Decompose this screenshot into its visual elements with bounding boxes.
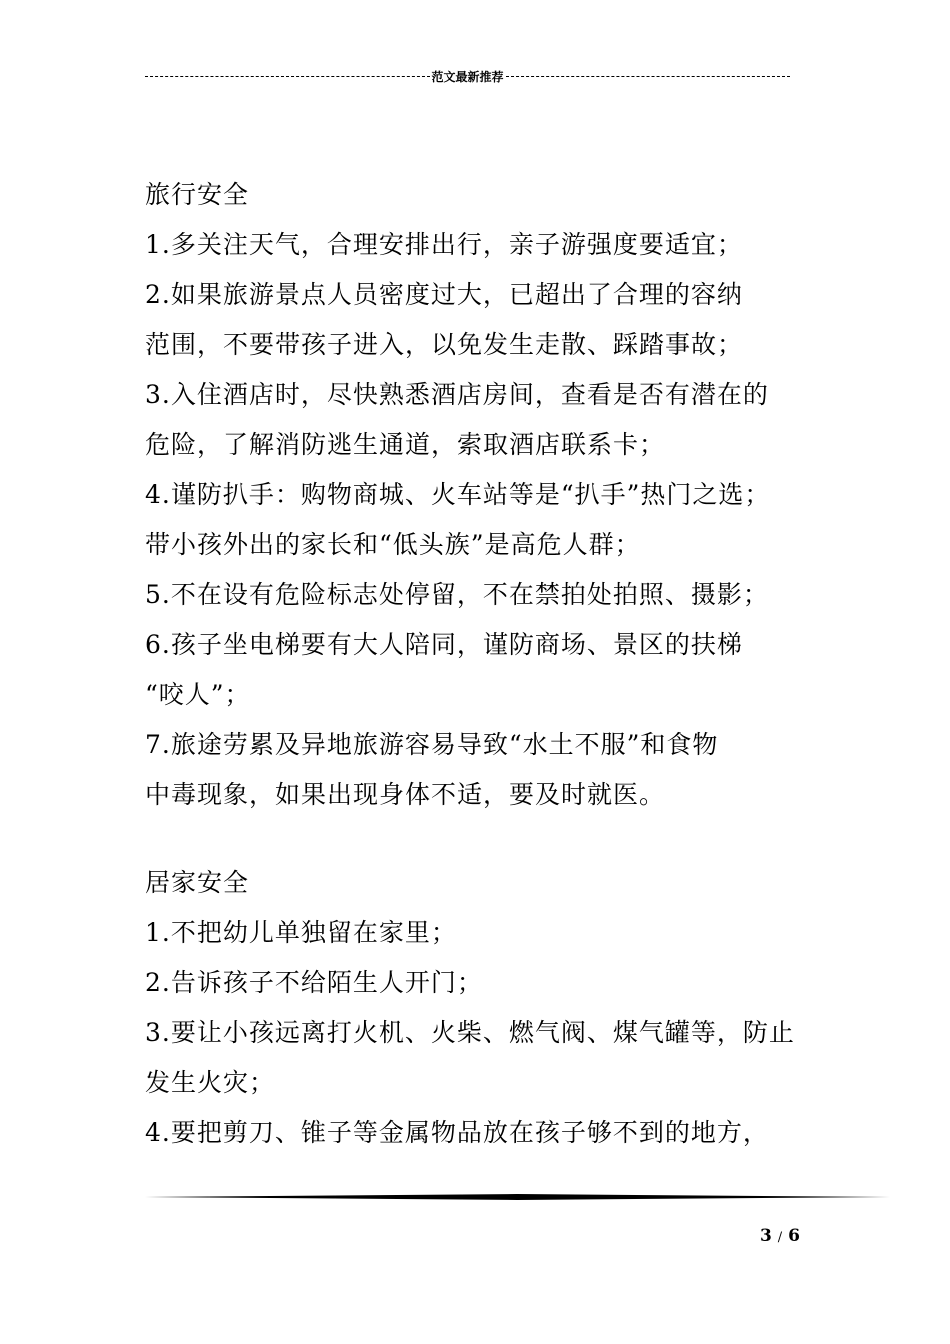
page-total: 6 <box>788 1226 800 1246</box>
document-body <box>145 170 835 1158</box>
page-separator: / <box>777 1230 783 1245</box>
paragraph-line: 5.不在设有危险标志处停留，不在禁拍处拍照、摄影； <box>145 580 769 609</box>
paragraph-line: 1.不把幼儿单独留在家里； <box>145 918 457 947</box>
section-heading: 旅行安全 <box>145 180 250 209</box>
paragraph-line: 1.多关注天气，合理安排出行，亲子游强度要适宜； <box>145 230 743 259</box>
paragraph-line: 危险，了解消防逃生通道，索取酒店联系卡； <box>145 430 666 459</box>
paragraph-line: 范围，不要带孩子进入，以免发生走散、踩踏事故； <box>145 330 744 359</box>
paragraph-line: 7.旅途劳累及异地旅游容易导致“水土不服”和食物 <box>145 730 719 759</box>
header-dash-left <box>145 76 430 77</box>
section-heading: 居家安全 <box>145 868 250 897</box>
page-number <box>760 1226 800 1246</box>
page-header <box>145 64 790 88</box>
paragraph-line: 3.入住酒店时，尽快熟悉酒店房间，查看是否有潜在的 <box>145 380 769 409</box>
paragraph-line: “咬人”； <box>145 680 251 709</box>
section-travel-safety <box>145 170 835 820</box>
page-current: 3 <box>760 1226 772 1246</box>
paragraph-line: 发生火灾； <box>145 1068 276 1097</box>
paragraph-line: 中毒现象，如果出现身体不适，要及时就医。 <box>145 780 666 809</box>
section-gap <box>145 820 835 858</box>
paragraph-line: 6.孩子坐电梯要有大人陪同，谨防商场、景区的扶梯 <box>145 630 743 659</box>
paragraph-line: 3.要让小孩远离打火机、火柴、燃气阀、煤气罐等，防止 <box>145 1018 795 1047</box>
paragraph-line: 2.告诉孩子不给陌生人开门； <box>145 968 483 997</box>
section-home-safety <box>145 858 835 1158</box>
footer-rule <box>145 1193 890 1201</box>
header-dash-right <box>506 76 791 77</box>
paragraph-line: 4.要把剪刀、锥子等金属物品放在孩子够不到的地方， <box>145 1118 769 1147</box>
paragraph-line: 4.谨防扒手：购物商城、火车站等是“扒手”热门之选； <box>145 480 771 509</box>
header-title: 范文最新推荐 <box>431 69 504 84</box>
paragraph-line: 带小孩外出的家长和“低头族”是高危人群； <box>145 530 641 559</box>
paragraph-line: 2.如果旅游景点人员密度过大，已超出了合理的容纳 <box>145 280 743 309</box>
